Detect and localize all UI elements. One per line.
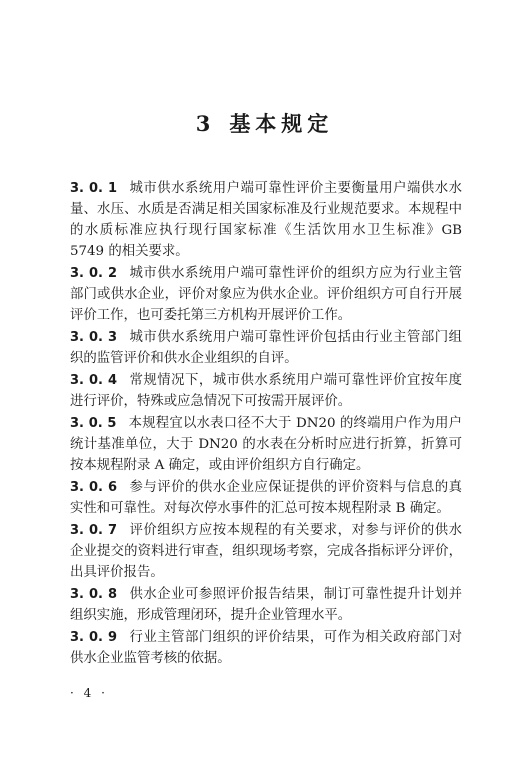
clause-number: 3. 0. 4	[70, 373, 118, 388]
clause-number: 3. 0. 6	[70, 480, 118, 495]
clause-text: 城市供水系统用户端可靠性评价包括由行业主管部门组织的监管评价和供水企业组织的自评。	[70, 330, 462, 366]
clause-3-0-5	[70, 413, 462, 476]
page-number: · 4 ·	[70, 686, 108, 700]
clause-number: 3. 0. 5	[70, 416, 117, 431]
clause-3-0-7	[70, 520, 462, 583]
clause-number: 3. 0. 8	[70, 587, 118, 602]
chapter-number: 3	[195, 111, 216, 136]
clause-number: 3. 0. 3	[70, 330, 118, 345]
clause-text: 评价组织方应按本规程的有关要求，对参与评价的供水企业提交的资料进行审查，组织现场考察，完成各指标评分评价，出具评价报告。	[70, 523, 462, 580]
clause-text: 参与评价的供水企业应保证提供的评价资料与信息的真实性和可靠性。对每次停水事件的汇总可按本规程附录 B 确定。	[70, 480, 462, 516]
clause-number: 3. 0. 9	[70, 630, 118, 645]
clause-3-0-1	[70, 178, 462, 262]
clause-text: 供水企业可参照评价报告结果，制订可靠性提升计划并组织实施，形成管理闭环，提升企业管理水平。	[70, 587, 462, 623]
clause-text: 常规情况下，城市供水系统用户端可靠性评价宜按年度进行评价，特殊或应急情况下可按需开展评价。	[70, 373, 462, 409]
clause-3-0-8	[70, 584, 462, 626]
clause-number: 3. 0. 7	[70, 523, 118, 538]
clause-3-0-3	[70, 327, 462, 369]
clause-3-0-9	[70, 627, 462, 669]
clause-text: 本规程宜以水表口径不大于 DN20 的终端用户作为用户统计基准单位，大于 DN20 的水表在分析时应进行折算，折算可按本规程附录 A 确定，或由评价组织方自行确定。	[70, 416, 462, 473]
chapter-heading	[0, 108, 529, 138]
clause-text: 城市供水系统用户端可靠性评价的组织方应为行业主管部门或供水企业，评价对象应为供水企业。评价组织方可自行开展评价工作，也可委托第三方机构开展评价工作。	[70, 266, 462, 323]
clause-3-0-2	[70, 263, 462, 326]
clause-text: 行业主管部门组织的评价结果，可作为相关政府部门对供水企业监管考核的依据。	[70, 630, 462, 666]
clause-text: 城市供水系统用户端可靠性评价主要衡量用户端供水水量、水压、水质是否满足相关国家标准及行业规范要求。本规程中的水质标准应执行现行国家标准《生活饮用水卫生标准》GB 5749 的相关要求。	[70, 181, 462, 259]
clause-list	[70, 178, 462, 670]
clause-3-0-6	[70, 477, 462, 519]
clause-number: 3. 0. 1	[70, 181, 118, 196]
clause-number: 3. 0. 2	[70, 266, 118, 281]
chapter-title: 基本规定	[229, 111, 334, 136]
clause-3-0-4	[70, 370, 462, 412]
